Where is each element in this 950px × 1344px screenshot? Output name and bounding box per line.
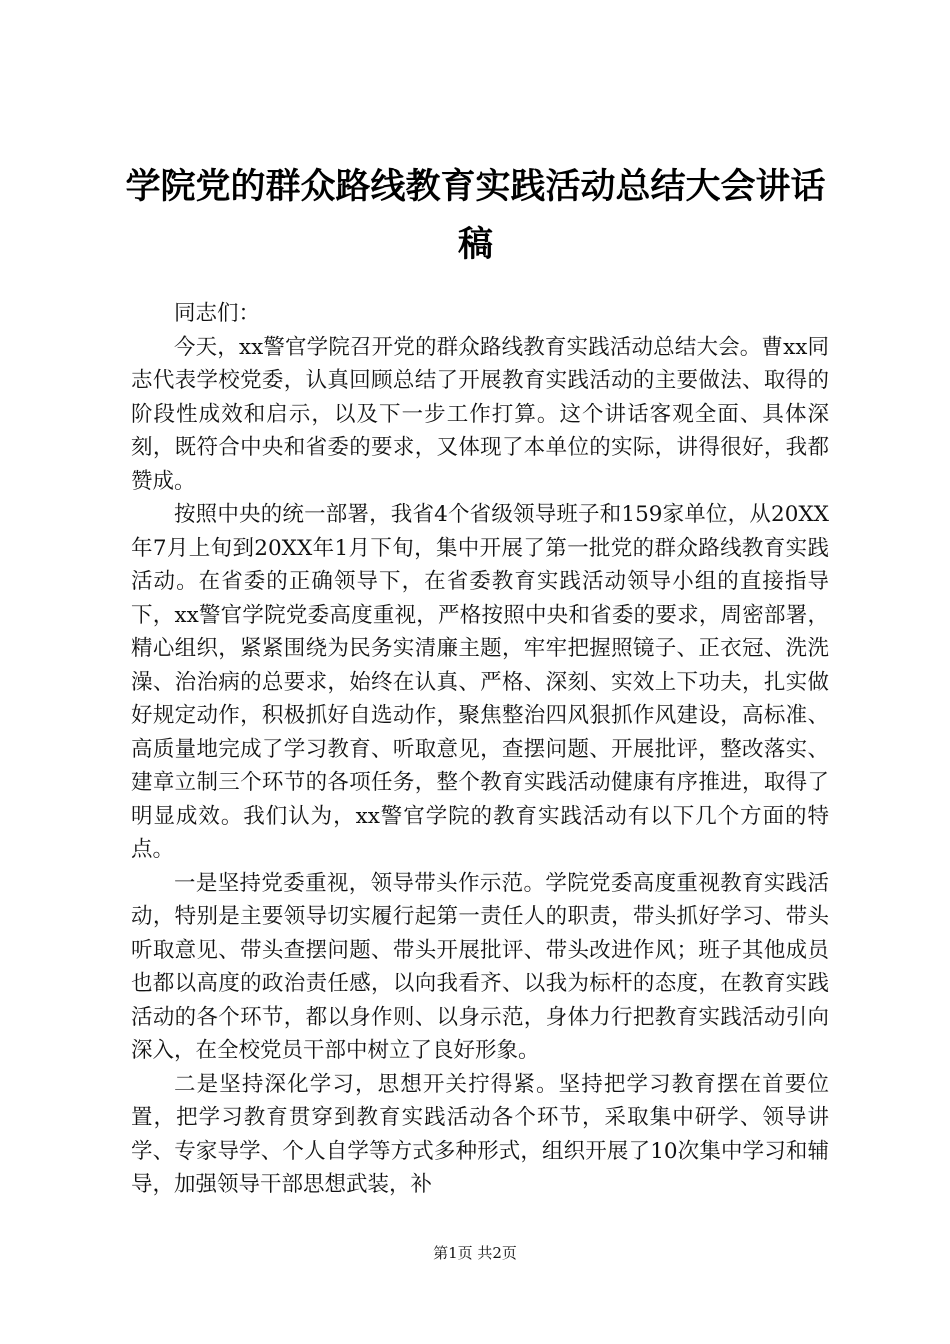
- paragraph-salutation: 同志们：: [174, 301, 261, 326]
- paragraph-2: 按照中央的统一部署，我省4个省级领导班子和159家单位，从20XX年7月上旬到20XX年1月下旬，集中开展了第一批党的群众路线教育实践活动。在省委的正确领导下，在省委教育实践活动领导小组的直接指导下，xx警官学院党委高度重视，严格按照中央和省委的要求，周密部署，精心组织，紧紧围绕为民务实清廉主题，牢牢把握照镜子、正衣冠、洗洗澡、治治病的总要求，始终在认真、严格、深刻、实效上下功夫，扎实做好规定动作，积极抓好自选动作，聚焦整治四风狠抓作风建设，高标准、高质量地完成了学习教育、听取意见，查摆问题、开展批评，整改落实、建章立制三个环节的各项任务，整个教育实践活动健康有序推进，取得了明显成效。我们认为，xx警官学院的教育实践活动有以下几个方面的特点。: [131, 502, 829, 862]
- page-number-footer: 第1页 共2页: [433, 1244, 517, 1262]
- paragraph-4: 二是坚持深化学习，思想开关拧得紧。坚持把学习教育摆在首要位置，把学习教育贯穿到教育实践活动各个环节，采取集中研学、领导讲学、专家导学、个人自学等方式多种形式，组织开展了10次集中学习和辅导，加强领导干部思想武装，补: [131, 1071, 829, 1197]
- paragraph-3: 一是坚持党委重视，领导带头作示范。学院党委高度重视教育实践活动，特别是主要领导切实履行起第一责任人的职责，带头抓好学习、带头听取意见、带头查摆问题、带头开展批评、带头改进作风；班子其他成员也都以高度的政治责任感，以向我看齐、以我为标杆的态度，在教育实践活动的各个环节，都以身作则、以身示范，身体力行把教育实践活动引向深入，在全校党员干部中树立了良好形象。: [131, 870, 829, 1063]
- document-title: 学院党的群众路线教育实践活动总结大会讲话稿: [125, 167, 826, 265]
- document-body: [131, 297, 829, 1202]
- paragraph-1: 今天，xx警官学院召开党的群众路线教育实践活动总结大会。曹xx同志代表学校党委，认真回顾总结了开展教育实践活动的主要做法、取得的阶段性成效和启示，以及下一步工作打算。这个讲话客观全面、具体深刻，既符合中央和省委的要求，又体现了本单位的实际，讲得很好，我都赞成。: [131, 334, 829, 494]
